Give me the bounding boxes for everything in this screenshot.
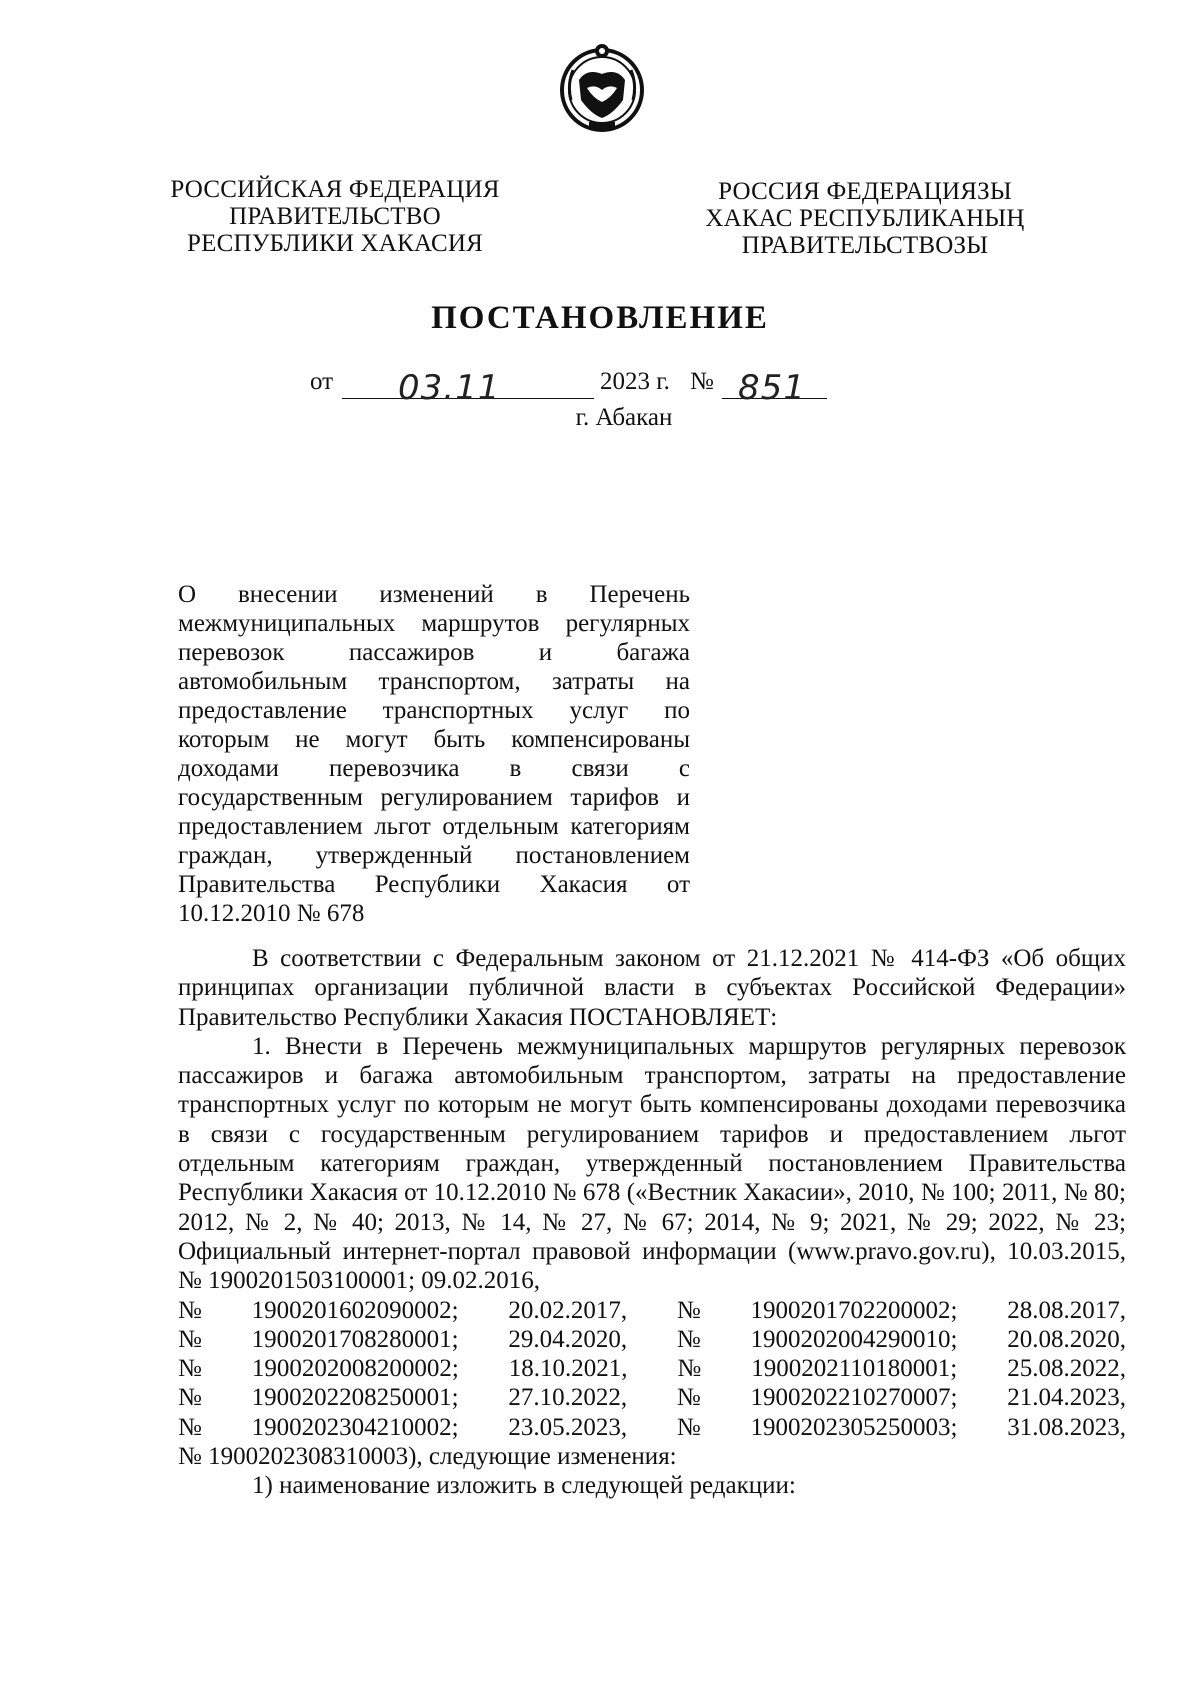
registry-numbers-row <box>178 1383 1126 1412</box>
row-cell: 1900202110180001; <box>751 1355 958 1383</box>
row-cell: 1900202208250001; <box>251 1384 459 1412</box>
row-cell: 1900202004290010; <box>750 1325 958 1353</box>
row-cell: № <box>178 1413 202 1441</box>
document-title: ПОСТАНОВЛЕНИЕ <box>431 300 769 336</box>
handwritten-date: 03.11 <box>398 368 501 408</box>
row-cell: 1900202305250003; <box>750 1413 958 1441</box>
registry-numbers-row <box>178 1413 1126 1442</box>
date-prefix: от <box>310 368 334 395</box>
year-label: 2023 г. <box>600 368 670 395</box>
header-left-line-2: ПРАВИТЕЛЬСТВО <box>229 203 441 230</box>
row-cell: 21.04.2023, <box>1007 1384 1126 1412</box>
header-right-line-1: РОССИЯ ФЕДЕРАЦИЯЗЫ <box>718 178 1012 205</box>
coat-of-arms-emblem <box>557 40 647 136</box>
body-paragraph-2: 1. Внести в Перечень межмуниципальных маршрутов регулярных перевозок пассажиров и багажа автомобильным транспортом, затраты на предоставление транспортных услуг по которым не могут быть компенсированы доходами перевозчика в связи с государственным регулированием тарифов и предоставлением льгот отдельным категориям граждан, утвержденный постановлением Правительства Республики Хакасия от 10.12.2010 № 678 («Вестник Хакасии», 2010, № 100; 2011, № 80; 2012, № 2, № 40; 2013, № 14, № 27, № 67; 2014, № 9; 2021, № 29; 2022, № 23; Официальный интернет-портал правовой информации (www.pravo.gov.ru), 10.03.2015, № 1900201503100001; 09.02.2016, <box>178 1032 1126 1295</box>
row-cell: 29.04.2020, <box>508 1325 628 1353</box>
body-paragraph-1: В соответствии с Федеральным законом от 21.12.2021 № 414-ФЗ «Об общих принципах организации публичной власти в субъектах Российской Федерации» Правительство Республики Хакасия ПОСТАНОВЛЯЕТ: <box>178 945 1126 1031</box>
document-subject: О внесении изменений в Перечень межмуниципальных маршрутов регулярных перевозок пассажиров и багажа автомобильным транспортом, затраты на предоставление транспортных услуг по которым не могут быть компенсированы доходами перевозчика в связи с государственным регулированием тарифов и предоставлением льгот отдельным категориям граждан, утвержденный постановлением Правительства Республики Хакасия от 10.12.2010 № 678 <box>178 581 690 927</box>
row-cell: № <box>178 1384 202 1412</box>
row-cell: 25.08.2022, <box>1007 1355 1126 1383</box>
header-left-line-1: РОССИЙСКАЯ ФЕДЕРАЦИЯ <box>170 176 500 203</box>
row-cell: 31.08.2023, <box>1007 1413 1126 1441</box>
date-number-line <box>310 368 910 408</box>
body-paragraph-2-end: № 1900202308310003), следующие изменения: <box>178 1443 677 1471</box>
row-cell: 1900201602090002; <box>251 1296 459 1324</box>
row-cell: 1900202008200002; <box>251 1355 459 1383</box>
registry-numbers-row <box>178 1325 1126 1354</box>
row-cell: 1900202210270007; <box>750 1384 958 1412</box>
row-cell: № <box>677 1355 702 1383</box>
handwritten-number: 851 <box>738 368 806 408</box>
row-cell: 1900202304210002; <box>251 1413 459 1441</box>
row-cell: № <box>676 1384 701 1412</box>
header-right-line-3: ПРАВИТЕЛЬСТВОЗЫ <box>741 232 989 259</box>
header-right-line-2: ХАКАС РЕСПУБЛИКАНЫҢ <box>705 205 1025 232</box>
row-cell: № <box>676 1413 701 1441</box>
row-cell: 1900201702200002; <box>750 1296 958 1324</box>
row-cell: 20.02.2017, <box>508 1296 628 1324</box>
row-cell: № <box>178 1355 202 1383</box>
row-cell: 1900201708280001; <box>251 1325 459 1353</box>
header-right <box>700 178 1030 259</box>
row-cell: 23.05.2023, <box>508 1413 628 1441</box>
header-left <box>170 176 500 257</box>
document-body <box>178 944 1126 1501</box>
city-line <box>0 404 1200 432</box>
list-item-1: 1) наименование изложить в следующей редакции: <box>252 1472 796 1500</box>
row-cell: № <box>178 1296 202 1324</box>
header-left-line-3: РЕСПУБЛИКИ ХАКАСИЯ <box>187 230 483 257</box>
row-cell: № <box>676 1325 701 1353</box>
registry-numbers-row <box>178 1354 1126 1383</box>
row-cell: № <box>676 1296 701 1324</box>
city-name: г. Абакан <box>575 404 673 431</box>
row-cell: 20.08.2020, <box>1007 1325 1126 1353</box>
registry-numbers-row <box>178 1296 1126 1325</box>
row-cell: 28.08.2017, <box>1007 1296 1126 1324</box>
row-cell: № <box>178 1325 202 1353</box>
row-cell: 18.10.2021, <box>508 1355 628 1383</box>
number-sign: № <box>690 368 714 395</box>
row-cell: 27.10.2022, <box>508 1384 628 1412</box>
